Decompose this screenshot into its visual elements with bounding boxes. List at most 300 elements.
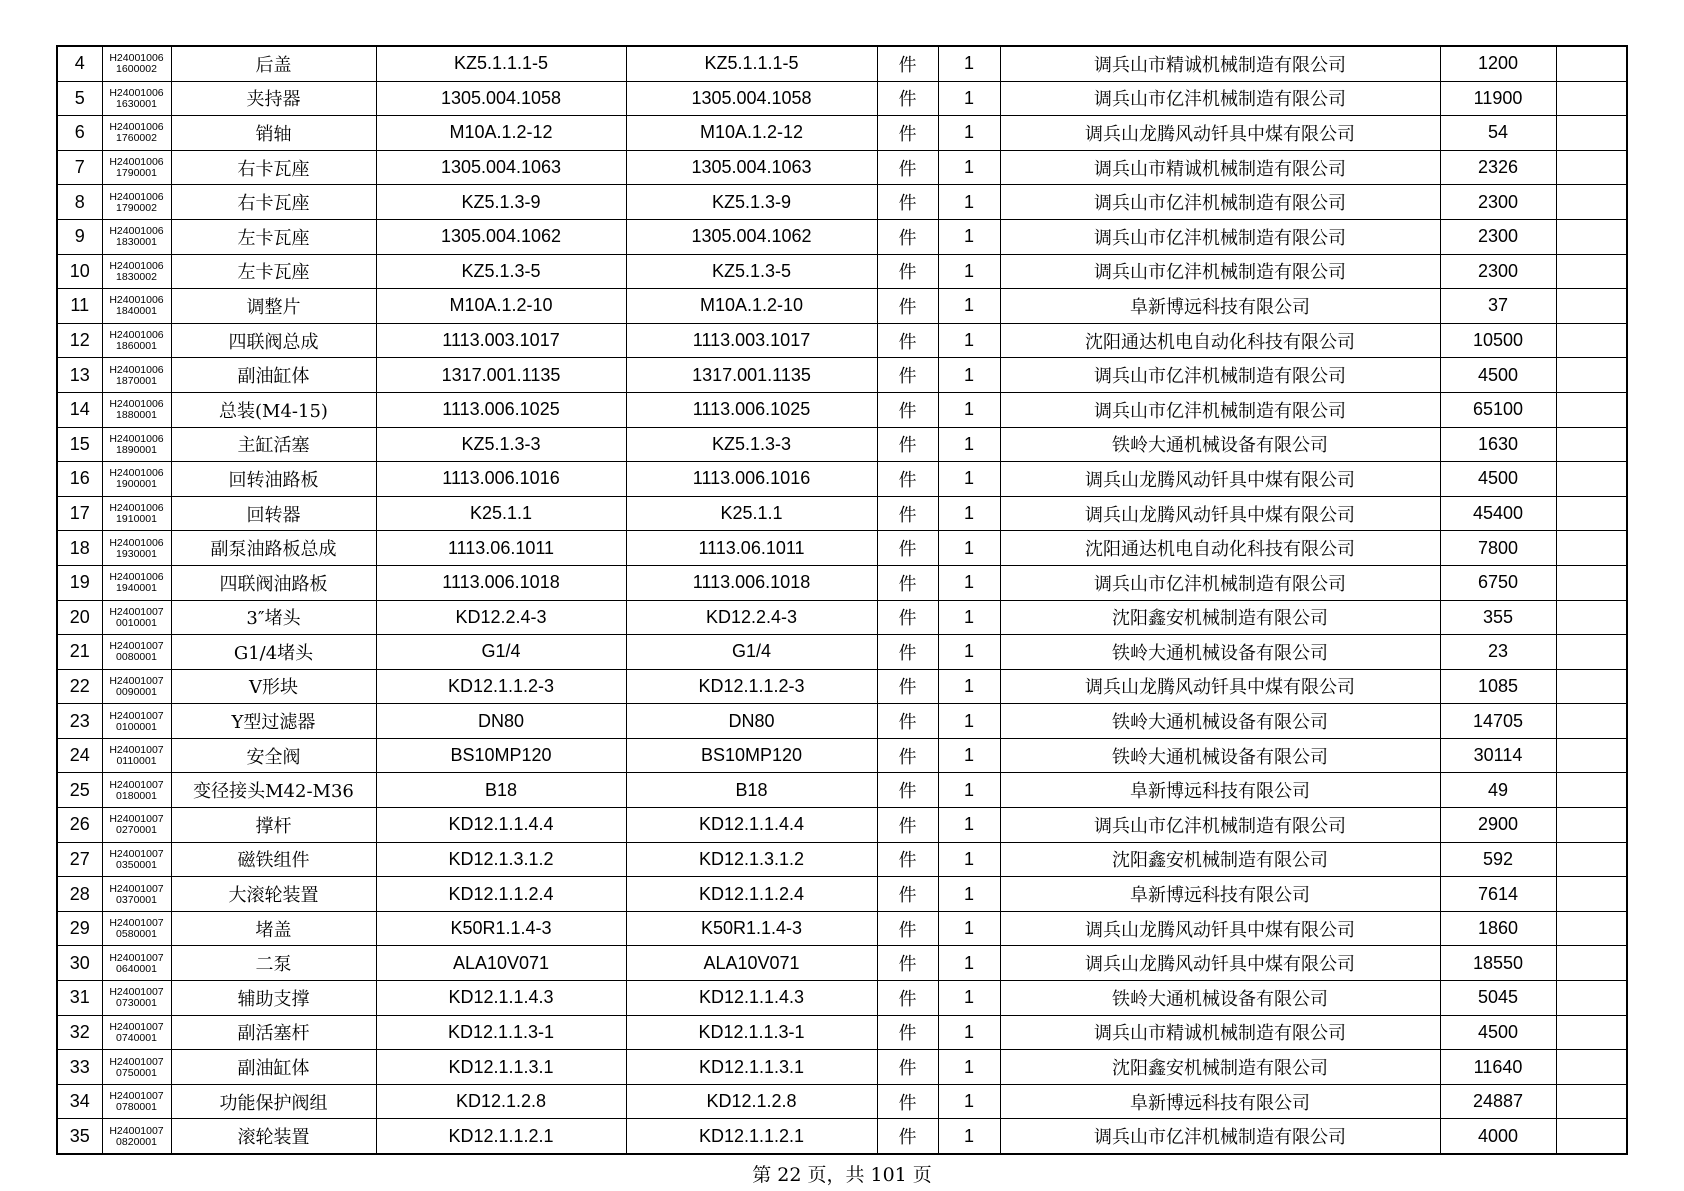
supplier: 调兵山市亿沣机械制造有限公司 bbox=[1000, 254, 1440, 289]
quantity: 1 bbox=[938, 1015, 1000, 1050]
part-model: KD12.1.1.3-1 bbox=[376, 1015, 626, 1050]
material-code-suffix: 1760002 bbox=[116, 132, 157, 145]
quantity: 1 bbox=[938, 704, 1000, 739]
supplier: 铁岭大通机械设备有限公司 bbox=[1000, 704, 1440, 739]
price: 4000 bbox=[1440, 1119, 1556, 1154]
part-name: 销轴 bbox=[171, 116, 376, 151]
supplier: 调兵山龙腾风动钎具中煤有限公司 bbox=[1000, 116, 1440, 151]
quantity: 1 bbox=[938, 289, 1000, 324]
material-code-suffix: 0090001 bbox=[116, 685, 157, 698]
material-code-suffix: 0100001 bbox=[116, 720, 157, 733]
unit: 件 bbox=[877, 1119, 938, 1154]
material-code-suffix: 0350001 bbox=[116, 858, 157, 871]
material-code-prefix: H24001006 bbox=[109, 259, 164, 272]
supplier: 阜新博远科技有限公司 bbox=[1000, 289, 1440, 324]
table-row bbox=[57, 116, 1627, 151]
material-code-prefix: H24001006 bbox=[109, 502, 164, 515]
material-code bbox=[102, 565, 171, 600]
material-code-prefix: H24001006 bbox=[109, 86, 164, 99]
table-row bbox=[57, 150, 1627, 185]
row-number: 28 bbox=[57, 877, 102, 912]
drawing-number: KD12.1.1.2-3 bbox=[626, 669, 877, 704]
parts-table bbox=[56, 45, 1628, 1155]
remark bbox=[1556, 323, 1627, 358]
remark bbox=[1556, 600, 1627, 635]
supplier: 调兵山市亿沣机械制造有限公司 bbox=[1000, 1119, 1440, 1154]
quantity: 1 bbox=[938, 531, 1000, 566]
material-code-suffix: 1930001 bbox=[116, 547, 157, 560]
supplier: 铁岭大通机械设备有限公司 bbox=[1000, 981, 1440, 1016]
table-row bbox=[57, 323, 1627, 358]
drawing-number: KZ5.1.3-5 bbox=[626, 254, 877, 289]
material-code bbox=[102, 254, 171, 289]
unit: 件 bbox=[877, 219, 938, 254]
material-code-prefix: H24001007 bbox=[109, 917, 164, 930]
material-code bbox=[102, 1015, 171, 1050]
material-code bbox=[102, 531, 171, 566]
quantity: 1 bbox=[938, 392, 1000, 427]
price: 11900 bbox=[1440, 81, 1556, 116]
unit: 件 bbox=[877, 392, 938, 427]
material-code-suffix: 0010001 bbox=[116, 616, 157, 629]
row-number: 8 bbox=[57, 185, 102, 220]
remark bbox=[1556, 946, 1627, 981]
part-name: 左卡瓦座 bbox=[171, 254, 376, 289]
part-name: G1/4堵头 bbox=[171, 635, 376, 670]
row-number: 21 bbox=[57, 635, 102, 670]
remark bbox=[1556, 150, 1627, 185]
part-model: G1/4 bbox=[376, 635, 626, 670]
drawing-number: KD12.1.1.2.1 bbox=[626, 1119, 877, 1154]
table-row bbox=[57, 1084, 1627, 1119]
part-model: 1305.004.1058 bbox=[376, 81, 626, 116]
remark bbox=[1556, 427, 1627, 462]
unit: 件 bbox=[877, 150, 938, 185]
material-code-suffix: 0640001 bbox=[116, 962, 157, 975]
drawing-number: KD12.1.1.3-1 bbox=[626, 1015, 877, 1050]
material-code-suffix: 1890001 bbox=[116, 443, 157, 456]
drawing-number: 1113.06.1011 bbox=[626, 531, 877, 566]
material-code bbox=[102, 1050, 171, 1085]
unit: 件 bbox=[877, 1084, 938, 1119]
unit: 件 bbox=[877, 254, 938, 289]
supplier: 调兵山市亿沣机械制造有限公司 bbox=[1000, 392, 1440, 427]
table-row bbox=[57, 531, 1627, 566]
material-code bbox=[102, 946, 171, 981]
drawing-number: 1113.006.1016 bbox=[626, 462, 877, 497]
price: 65100 bbox=[1440, 392, 1556, 427]
material-code bbox=[102, 842, 171, 877]
material-code-prefix: H24001007 bbox=[109, 640, 164, 653]
remark bbox=[1556, 738, 1627, 773]
material-code-prefix: H24001006 bbox=[109, 432, 164, 445]
material-code bbox=[102, 911, 171, 946]
quantity: 1 bbox=[938, 496, 1000, 531]
material-code-prefix: H24001006 bbox=[109, 121, 164, 134]
quantity: 1 bbox=[938, 842, 1000, 877]
material-code-suffix: 0580001 bbox=[116, 928, 157, 941]
unit: 件 bbox=[877, 289, 938, 324]
page-footer: 第 22 页，共 101 页 bbox=[752, 1164, 932, 1186]
material-code bbox=[102, 116, 171, 151]
drawing-number: DN80 bbox=[626, 704, 877, 739]
material-code bbox=[102, 392, 171, 427]
remark bbox=[1556, 773, 1627, 808]
drawing-number: M10A.1.2-10 bbox=[626, 289, 877, 324]
price: 49 bbox=[1440, 773, 1556, 808]
quantity: 1 bbox=[938, 738, 1000, 773]
table-row bbox=[57, 1119, 1627, 1154]
price: 355 bbox=[1440, 600, 1556, 635]
drawing-number: KD12.1.3.1.2 bbox=[626, 842, 877, 877]
drawing-number: K25.1.1 bbox=[626, 496, 877, 531]
part-name: 堵盖 bbox=[171, 911, 376, 946]
drawing-number: 1113.003.1017 bbox=[626, 323, 877, 358]
price: 54 bbox=[1440, 116, 1556, 151]
part-model: KD12.1.3.1.2 bbox=[376, 842, 626, 877]
material-code-suffix: 1940001 bbox=[116, 582, 157, 595]
price: 30114 bbox=[1440, 738, 1556, 773]
drawing-number: ALA10V071 bbox=[626, 946, 877, 981]
remark bbox=[1556, 185, 1627, 220]
part-name: 四联阀总成 bbox=[171, 323, 376, 358]
material-code bbox=[102, 981, 171, 1016]
unit: 件 bbox=[877, 635, 938, 670]
drawing-number: 1317.001.1135 bbox=[626, 358, 877, 393]
part-name: 滚轮装置 bbox=[171, 1119, 376, 1154]
material-code bbox=[102, 358, 171, 393]
part-name: 副油缸体 bbox=[171, 358, 376, 393]
supplier: 调兵山市亿沣机械制造有限公司 bbox=[1000, 808, 1440, 843]
material-code-prefix: H24001007 bbox=[109, 674, 164, 687]
remark bbox=[1556, 289, 1627, 324]
quantity: 1 bbox=[938, 462, 1000, 497]
quantity: 1 bbox=[938, 358, 1000, 393]
part-model: 1305.004.1062 bbox=[376, 219, 626, 254]
material-code-prefix: H24001006 bbox=[109, 225, 164, 238]
material-code-prefix: H24001007 bbox=[109, 1020, 164, 1033]
unit: 件 bbox=[877, 877, 938, 912]
material-code bbox=[102, 704, 171, 739]
remark bbox=[1556, 496, 1627, 531]
material-code-prefix: H24001007 bbox=[109, 986, 164, 999]
row-number: 35 bbox=[57, 1119, 102, 1154]
table-row bbox=[57, 704, 1627, 739]
quantity: 1 bbox=[938, 946, 1000, 981]
supplier: 铁岭大通机械设备有限公司 bbox=[1000, 635, 1440, 670]
drawing-number: KD12.1.2.8 bbox=[626, 1084, 877, 1119]
part-name: 3″堵头 bbox=[171, 600, 376, 635]
material-code-suffix: 1910001 bbox=[116, 513, 157, 526]
remark bbox=[1556, 565, 1627, 600]
quantity: 1 bbox=[938, 600, 1000, 635]
unit: 件 bbox=[877, 842, 938, 877]
material-code-prefix: H24001006 bbox=[109, 467, 164, 480]
remark bbox=[1556, 358, 1627, 393]
price: 4500 bbox=[1440, 462, 1556, 497]
unit: 件 bbox=[877, 946, 938, 981]
unit: 件 bbox=[877, 1015, 938, 1050]
remark bbox=[1556, 392, 1627, 427]
drawing-number: KD12.1.1.3.1 bbox=[626, 1050, 877, 1085]
remark bbox=[1556, 1050, 1627, 1085]
table-row bbox=[57, 738, 1627, 773]
part-model: B18 bbox=[376, 773, 626, 808]
price: 5045 bbox=[1440, 981, 1556, 1016]
material-code-prefix: H24001006 bbox=[109, 190, 164, 203]
part-model: 1305.004.1063 bbox=[376, 150, 626, 185]
material-code-prefix: H24001006 bbox=[109, 294, 164, 307]
unit: 件 bbox=[877, 1050, 938, 1085]
table-row bbox=[57, 600, 1627, 635]
row-number: 26 bbox=[57, 808, 102, 843]
material-code-prefix: H24001006 bbox=[109, 52, 164, 65]
unit: 件 bbox=[877, 46, 938, 81]
supplier: 调兵山市精诚机械制造有限公司 bbox=[1000, 1015, 1440, 1050]
material-code bbox=[102, 462, 171, 497]
row-number: 29 bbox=[57, 911, 102, 946]
material-code-suffix: 0110001 bbox=[116, 755, 157, 768]
table-row bbox=[57, 877, 1627, 912]
unit: 件 bbox=[877, 531, 938, 566]
supplier: 调兵山龙腾风动钎具中煤有限公司 bbox=[1000, 669, 1440, 704]
material-code-suffix: 0820001 bbox=[116, 1135, 157, 1148]
material-code bbox=[102, 808, 171, 843]
drawing-number: KD12.1.1.2.4 bbox=[626, 877, 877, 912]
row-number: 16 bbox=[57, 462, 102, 497]
part-name: 变径接头M42-M36 bbox=[171, 773, 376, 808]
row-number: 5 bbox=[57, 81, 102, 116]
supplier: 铁岭大通机械设备有限公司 bbox=[1000, 738, 1440, 773]
material-code bbox=[102, 600, 171, 635]
remark bbox=[1556, 219, 1627, 254]
part-model: M10A.1.2-10 bbox=[376, 289, 626, 324]
material-code-suffix: 0080001 bbox=[116, 651, 157, 664]
table-row bbox=[57, 358, 1627, 393]
remark bbox=[1556, 254, 1627, 289]
quantity: 1 bbox=[938, 981, 1000, 1016]
material-code-prefix: H24001006 bbox=[109, 156, 164, 169]
part-name: 左卡瓦座 bbox=[171, 219, 376, 254]
remark bbox=[1556, 669, 1627, 704]
row-number: 34 bbox=[57, 1084, 102, 1119]
material-code-suffix: 0270001 bbox=[116, 824, 157, 837]
part-name: 大滚轮装置 bbox=[171, 877, 376, 912]
supplier: 调兵山龙腾风动钎具中煤有限公司 bbox=[1000, 496, 1440, 531]
row-number: 14 bbox=[57, 392, 102, 427]
material-code-prefix: H24001006 bbox=[109, 571, 164, 584]
part-model: BS10MP120 bbox=[376, 738, 626, 773]
supplier: 调兵山市亿沣机械制造有限公司 bbox=[1000, 565, 1440, 600]
material-code bbox=[102, 738, 171, 773]
part-name: 主缸活塞 bbox=[171, 427, 376, 462]
part-model: KD12.1.1.3.1 bbox=[376, 1050, 626, 1085]
remark bbox=[1556, 1084, 1627, 1119]
part-name: 副油缸体 bbox=[171, 1050, 376, 1085]
drawing-number: KD12.2.4-3 bbox=[626, 600, 877, 635]
supplier: 调兵山市亿沣机械制造有限公司 bbox=[1000, 358, 1440, 393]
supplier: 沈阳鑫安机械制造有限公司 bbox=[1000, 842, 1440, 877]
row-number: 13 bbox=[57, 358, 102, 393]
quantity: 1 bbox=[938, 254, 1000, 289]
part-model: KD12.1.1.4.3 bbox=[376, 981, 626, 1016]
drawing-number: KZ5.1.1.1-5 bbox=[626, 46, 877, 81]
supplier: 调兵山市亿沣机械制造有限公司 bbox=[1000, 185, 1440, 220]
unit: 件 bbox=[877, 462, 938, 497]
drawing-number: B18 bbox=[626, 773, 877, 808]
row-number: 24 bbox=[57, 738, 102, 773]
remark bbox=[1556, 911, 1627, 946]
price: 1200 bbox=[1440, 46, 1556, 81]
price: 4500 bbox=[1440, 358, 1556, 393]
table-row bbox=[57, 185, 1627, 220]
material-code bbox=[102, 773, 171, 808]
quantity: 1 bbox=[938, 219, 1000, 254]
row-number: 11 bbox=[57, 289, 102, 324]
material-code-prefix: H24001007 bbox=[109, 778, 164, 791]
part-name: 回转器 bbox=[171, 496, 376, 531]
remark bbox=[1556, 704, 1627, 739]
part-name: 右卡瓦座 bbox=[171, 185, 376, 220]
remark bbox=[1556, 1015, 1627, 1050]
part-name: 调整片 bbox=[171, 289, 376, 324]
part-model: 1113.006.1018 bbox=[376, 565, 626, 600]
part-model: 1113.006.1016 bbox=[376, 462, 626, 497]
part-model: ALA10V071 bbox=[376, 946, 626, 981]
quantity: 1 bbox=[938, 635, 1000, 670]
material-code-suffix: 1900001 bbox=[116, 478, 157, 491]
supplier: 沈阳通达机电自动化科技有限公司 bbox=[1000, 323, 1440, 358]
table-row bbox=[57, 427, 1627, 462]
quantity: 1 bbox=[938, 773, 1000, 808]
part-name: 总装(M4-15) bbox=[171, 392, 376, 427]
part-model: KD12.1.1.4.4 bbox=[376, 808, 626, 843]
material-code-prefix: H24001007 bbox=[109, 847, 164, 860]
part-name: 副泵油路板总成 bbox=[171, 531, 376, 566]
drawing-number: K50R1.1.4-3 bbox=[626, 911, 877, 946]
price: 24887 bbox=[1440, 1084, 1556, 1119]
drawing-number: 1113.006.1025 bbox=[626, 392, 877, 427]
material-code-suffix: 1790001 bbox=[116, 167, 157, 180]
quantity: 1 bbox=[938, 185, 1000, 220]
supplier: 调兵山市精诚机械制造有限公司 bbox=[1000, 150, 1440, 185]
material-code-suffix: 1870001 bbox=[116, 374, 157, 387]
remark bbox=[1556, 877, 1627, 912]
material-code-suffix: 1790002 bbox=[116, 201, 157, 214]
part-name: 撑杆 bbox=[171, 808, 376, 843]
supplier: 阜新博远科技有限公司 bbox=[1000, 1084, 1440, 1119]
material-code-prefix: H24001007 bbox=[109, 1090, 164, 1103]
row-number: 31 bbox=[57, 981, 102, 1016]
price: 4500 bbox=[1440, 1015, 1556, 1050]
supplier: 调兵山龙腾风动钎具中煤有限公司 bbox=[1000, 462, 1440, 497]
unit: 件 bbox=[877, 773, 938, 808]
drawing-number: KD12.1.1.4.3 bbox=[626, 981, 877, 1016]
material-code bbox=[102, 1119, 171, 1154]
table-row bbox=[57, 635, 1627, 670]
price: 10500 bbox=[1440, 323, 1556, 358]
quantity: 1 bbox=[938, 150, 1000, 185]
quantity: 1 bbox=[938, 669, 1000, 704]
unit: 件 bbox=[877, 323, 938, 358]
unit: 件 bbox=[877, 600, 938, 635]
remark bbox=[1556, 531, 1627, 566]
table-row bbox=[57, 565, 1627, 600]
remark bbox=[1556, 808, 1627, 843]
row-number: 10 bbox=[57, 254, 102, 289]
quantity: 1 bbox=[938, 877, 1000, 912]
material-code-suffix: 0750001 bbox=[116, 1066, 157, 1079]
remark bbox=[1556, 462, 1627, 497]
remark bbox=[1556, 981, 1627, 1016]
row-number: 15 bbox=[57, 427, 102, 462]
part-name: 夹持器 bbox=[171, 81, 376, 116]
drawing-number: 1305.004.1058 bbox=[626, 81, 877, 116]
material-code-prefix: H24001006 bbox=[109, 363, 164, 376]
material-code-suffix: 1600002 bbox=[116, 63, 157, 76]
price: 7800 bbox=[1440, 531, 1556, 566]
table-row bbox=[57, 496, 1627, 531]
part-model: 1317.001.1135 bbox=[376, 358, 626, 393]
quantity: 1 bbox=[938, 911, 1000, 946]
supplier: 阜新博远科技有限公司 bbox=[1000, 773, 1440, 808]
part-name: 副活塞杆 bbox=[171, 1015, 376, 1050]
price: 2300 bbox=[1440, 219, 1556, 254]
quantity: 1 bbox=[938, 81, 1000, 116]
row-number: 25 bbox=[57, 773, 102, 808]
part-model: M10A.1.2-12 bbox=[376, 116, 626, 151]
unit: 件 bbox=[877, 981, 938, 1016]
table-row bbox=[57, 808, 1627, 843]
unit: 件 bbox=[877, 808, 938, 843]
material-code-prefix: H24001007 bbox=[109, 605, 164, 618]
part-name: 辅助支撑 bbox=[171, 981, 376, 1016]
material-code-prefix: H24001006 bbox=[109, 398, 164, 411]
unit: 件 bbox=[877, 185, 938, 220]
table-row bbox=[57, 1015, 1627, 1050]
material-code-suffix: 0370001 bbox=[116, 893, 157, 906]
price: 2900 bbox=[1440, 808, 1556, 843]
part-name: 回转油路板 bbox=[171, 462, 376, 497]
part-model: KD12.1.1.2-3 bbox=[376, 669, 626, 704]
material-code bbox=[102, 323, 171, 358]
material-code bbox=[102, 289, 171, 324]
material-code-prefix: H24001007 bbox=[109, 951, 164, 964]
price: 1085 bbox=[1440, 669, 1556, 704]
quantity: 1 bbox=[938, 1119, 1000, 1154]
part-model: 1113.006.1025 bbox=[376, 392, 626, 427]
drawing-number: BS10MP120 bbox=[626, 738, 877, 773]
material-code-suffix: 0740001 bbox=[116, 1031, 157, 1044]
drawing-number: G1/4 bbox=[626, 635, 877, 670]
unit: 件 bbox=[877, 358, 938, 393]
row-number: 33 bbox=[57, 1050, 102, 1085]
part-name: 后盖 bbox=[171, 46, 376, 81]
supplier: 沈阳鑫安机械制造有限公司 bbox=[1000, 600, 1440, 635]
quantity: 1 bbox=[938, 116, 1000, 151]
part-name: Y型过滤器 bbox=[171, 704, 376, 739]
row-number: 12 bbox=[57, 323, 102, 358]
part-model: DN80 bbox=[376, 704, 626, 739]
remark bbox=[1556, 1119, 1627, 1154]
drawing-number: M10A.1.2-12 bbox=[626, 116, 877, 151]
material-code-suffix: 0730001 bbox=[116, 997, 157, 1010]
remark bbox=[1556, 635, 1627, 670]
part-model: 1113.06.1011 bbox=[376, 531, 626, 566]
material-code-suffix: 1630001 bbox=[116, 97, 157, 110]
material-code bbox=[102, 219, 171, 254]
quantity: 1 bbox=[938, 1084, 1000, 1119]
